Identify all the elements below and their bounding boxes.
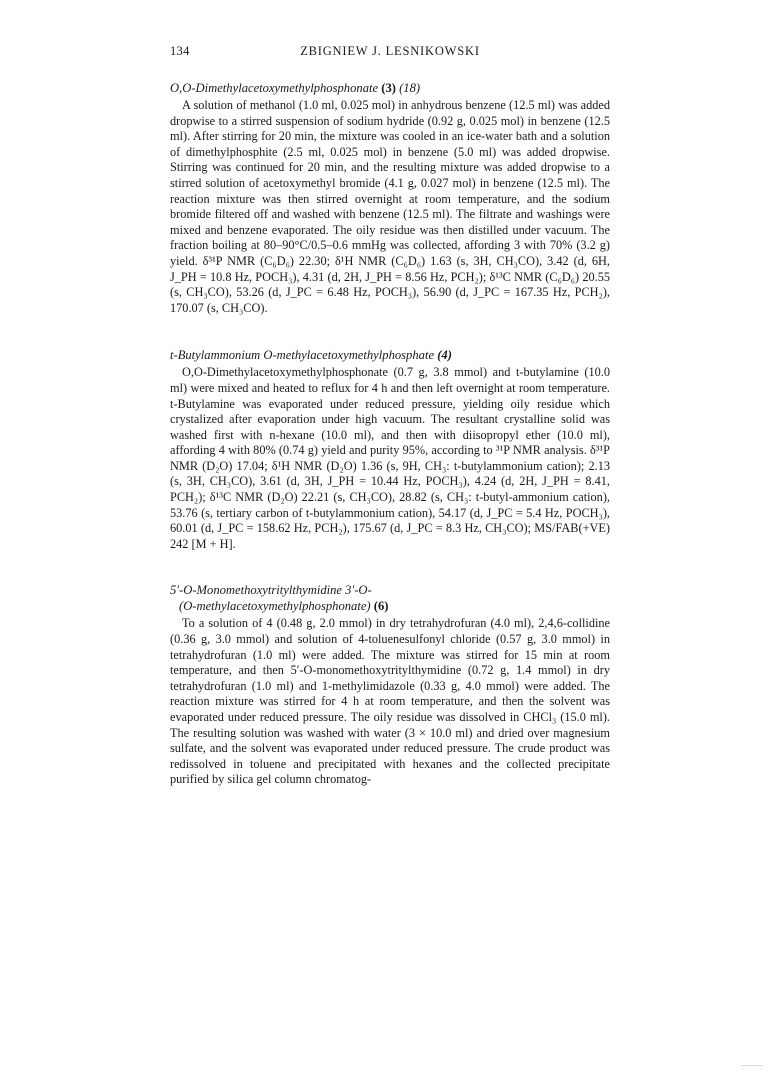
reference-number: (18) <box>399 81 421 95</box>
page-number: 134 <box>170 44 190 58</box>
compound-number: (6) <box>373 599 389 614</box>
running-head: ZBIGNIEW J. LESNIKOWSKI <box>300 44 480 58</box>
page-header <box>170 44 610 62</box>
section-heading-1 <box>170 80 610 96</box>
section-title: t-Butylammonium O-methylacetoxymethylphosphate <box>170 348 435 363</box>
section-title-line-2: (O-methylacetoxymethylphosphonate) <box>179 599 371 614</box>
compound-number: (4) <box>437 348 452 363</box>
scan-mark <box>741 1065 763 1066</box>
compound-number: (3) <box>381 81 396 95</box>
section-title: O,O-Dimethylacetoxymethylphosphonate <box>170 81 379 95</box>
section-heading-3-continued <box>170 598 610 614</box>
article-body <box>170 80 610 788</box>
section-title-line-1: 5′-O-Monomethoxytritylthymidine 3′-O- <box>170 583 372 598</box>
section-paragraph-1: A solution of methanol (1.0 ml, 0.025 mol) in anhydrous benzene (12.5 ml) was added dropwise to a stirred suspension of sodium hydride (0.92 g, 0.025 mol) in benzene (12.5 ml). After stirring for 20 min, the mixture was cooled in an ice-water bath and a solution of dimethylphosphite (2.5 ml, 0.025 mol) in benzene (5.0 ml) was added dropwise. Stirring was continued for 20 min, and the resulting mixture was added dropwise to a stirred solution of acetoxymethyl bromide (4.1 g, 0.027 mol) in benzene (12.5 ml). The reaction mixture was then stirred overnight at room temperature, and the sodium bromide filtered off and washed with benzene (12.5 ml). The filtrate and washings were mixed and benzene evaporated. The oily residue was then distilled under vacuum. The fraction boiling at 80–90°C/0.5–0.6 mmHg was collected, affording 3 with 70% (3.2 g) yield. δ³¹P NMR (C₆D₆) 22.30; δ¹H NMR (C₆D₆) 1.63 (s, 3H, CH₃CO), 3.42 (d, 6H, J_PH = 10.8 Hz, POCH₃), 4.31 (d, 2H, J_PH = 8.56 Hz, PCH₂); δ¹³C NMR (C₆D₆) 20.55 (s, CH₃CO), 53.26 (d, J_PC = 6.48 Hz, POCH₃), 56.90 (d, J_PC = 167.35 Hz, PCH₂), 170.07 (s, CH₃CO). <box>170 98 610 315</box>
section-paragraph-2: O,O-Dimethylacetoxymethylphosphonate (0.7 g, 3.8 mmol) and t-butylamine (10.0 ml) were mixed and heated to reflux for 4 h and then left overnight at room temperature. t-Butylamine was evaporated under reduced pressure, yielding oily residue which crystalized after evaporation under high vacuum. The resultant crystalline solid was washed first with n-hexane (10.0 ml), and then with diisopropyl ether (10.0 ml), affording 4 with 80% (0.74 g) yield and purity 95%, according to ³¹P NMR analysis. δ³¹P NMR (D₂O) 17.04; δ¹H NMR (D₂O) 1.36 (s, 9H, CH₃: t-butylammonium cation); 2.13 (s, 3H, CH₃CO), 3.61 (d, 3H, J_PH = 10.44 Hz, POCH₃), 4.24 (d, 2H, J_PH = 8.41, PCH₂); δ¹³C NMR (D₂O) 22.21 (s, CH₃CO), 28.82 (s, CH₃: t-butyl-ammonium cation), 53.76 (s, tertiary carbon of t-butylammonium cation), 54.17 (d, J_PC = 5.4 Hz, POCH₃), 60.01 (d, J_PC = 158.62 Hz, PCH₂), 175.67 (d, J_PC = 8.3 Hz, CH₃CO); MS/FAB(+VE) 242 [M + H]. <box>170 365 610 551</box>
section-heading-2 <box>170 347 610 363</box>
section-paragraph-3: To a solution of 4 (0.48 g, 2.0 mmol) in dry tetrahydrofuran (4.0 ml), 2,4,6-collidine (0.36 g, 3.0 mmol) and solution of 4-toluenesulfonyl chloride (0.57 g, 3.0 mmol) in tetrahydrofuran (1.0 ml) were added. The mixture was stirred for 15 min at room temperature, and then 5′-O-monomethoxytritylthymidine (0.72 g, 1.4 mmol) in dry tetrahydrofuran (1.0 ml) and 1-methylimidazole (0.33 g, 4.0 mmol) were added. The reaction mixture was stirred for 4 h at room temperature, and then the solvent was evaporated under reduced pressure. The oily residue was dissolved in CHCl₃ (15.0 ml). The resulting solution was washed with water (3 × 10.0 ml) and dried over magnesium sulfate, and the solvent was evaporated under reduced pressure. The crude product was redissolved in toluene and precipitated with hexanes and the collected precipitate purified by silica gel column chromatog- <box>170 616 610 787</box>
section-heading-3 <box>170 582 610 598</box>
